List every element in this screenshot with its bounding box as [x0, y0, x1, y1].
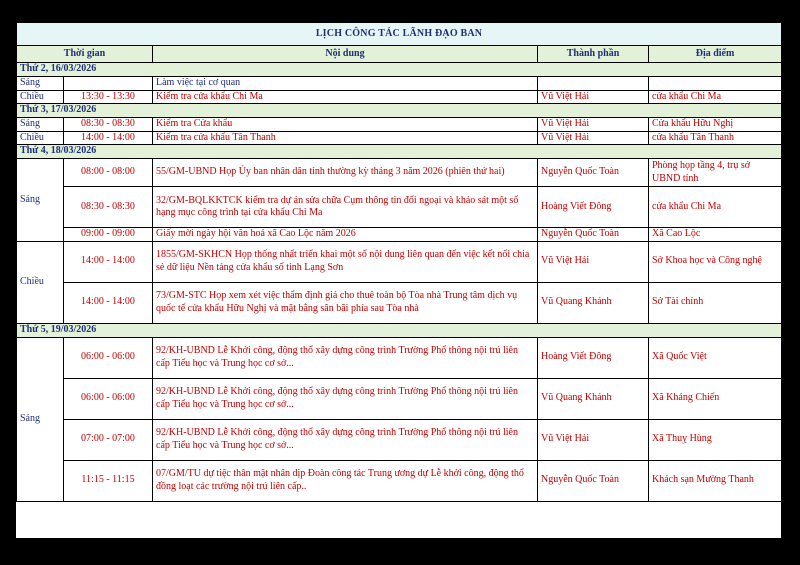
table-row: [17, 337, 782, 378]
header-members: Thành phần: [538, 46, 649, 63]
day-label: Thứ 3, 17/03/2026: [17, 104, 782, 118]
time-cell: [64, 77, 153, 91]
content-cell: 73/GM-STC Họp xem xét việc thẩm định giá cho thuê toàn bộ Tòa nhà Trung tâm dịch vụ quốc tế cửa khẩu Hữu Nghị và mặt bằng sân bãi phía sau Tòa nhà: [153, 282, 538, 323]
location-cell: Sở Khoa học và Công nghệ: [649, 241, 782, 282]
location-cell: Xã Cao Lộc: [649, 228, 782, 242]
content-cell: 92/KH-UBND Lễ Khởi công, động thổ xây dựng công trình Trường Phổ thông nội trú liên cấp Tiểu học và Trung học cơ sở...: [153, 378, 538, 419]
content-cell: Kiểm tra cửa khẩu Tân Thanh: [153, 131, 538, 145]
table-row: [17, 378, 782, 419]
session-label: Sáng: [17, 77, 64, 91]
members-cell: Vũ Quang Khánh: [538, 282, 649, 323]
content-cell: 55/GM-UBND Họp Ủy ban nhân dân tỉnh thường kỳ tháng 3 năm 2026 (phiên thứ hai): [153, 159, 538, 187]
day-label: Thứ 2, 16/03/2026: [17, 63, 782, 77]
content-cell: Kiểm tra cửa khẩu Chi Ma: [153, 90, 538, 104]
location-cell: Cửa khẩu Hữu Nghị: [649, 118, 782, 132]
location-cell: Sở Tài chính: [649, 282, 782, 323]
location-cell: Xã Kháng Chiến: [649, 378, 782, 419]
table-row: [17, 460, 782, 501]
members-cell: Vũ Việt Hải: [538, 90, 649, 104]
page-title: LỊCH CÔNG TÁC LÃNH ĐẠO BAN: [17, 23, 782, 46]
content-cell: Kiểm tra Cửa khẩu: [153, 118, 538, 132]
time-cell: 13:30 - 13:30: [64, 90, 153, 104]
members-cell: Hoàng Viết Đông: [538, 337, 649, 378]
day-row: [17, 63, 782, 77]
session-label: Chiều: [17, 90, 64, 104]
session-label: Sáng: [17, 159, 64, 242]
session-label: Sáng: [17, 118, 64, 132]
members-cell: Nguyễn Quốc Toàn: [538, 460, 649, 501]
members-cell: Vũ Việt Hải: [538, 131, 649, 145]
time-cell: 08:30 - 08:30: [64, 187, 153, 228]
content-cell: 07/GM/TU dự tiệc thân mật nhân dịp Đoàn công tác Trung ương dự Lễ khởi công, động thổ đồng loạt các trường nội trú liên cấp..: [153, 460, 538, 501]
day-row: [17, 323, 782, 337]
time-cell: 07:00 - 07:00: [64, 419, 153, 460]
table-row: [17, 159, 782, 187]
location-cell: [649, 77, 782, 91]
content-cell: Làm việc tại cơ quan: [153, 77, 538, 91]
content-cell: 1855/GM-SKHCN Họp thống nhất triển khai một số nội dung liên quan đến việc kết nối chia sẻ dữ liệu Nền tảng cửa khẩu số tỉnh Lạng Sơn: [153, 241, 538, 282]
header-time: Thời gian: [17, 46, 153, 63]
members-cell: Nguyễn Quốc Toàn: [538, 159, 649, 187]
location-cell: Xã Quốc Việt: [649, 337, 782, 378]
members-cell: [538, 77, 649, 91]
day-label: Thứ 4, 18/03/2026: [17, 145, 782, 159]
time-cell: 14:00 - 14:00: [64, 131, 153, 145]
session-label: Sáng: [17, 337, 64, 501]
table-row: [17, 282, 782, 323]
location-cell: cửa khẩu Tân Thanh: [649, 131, 782, 145]
members-cell: Hoàng Viết Đông: [538, 187, 649, 228]
day-row: [17, 104, 782, 118]
table-row: [17, 118, 782, 132]
content-cell: 32/GM-BQLKKTCK kiểm tra dự án sửa chữa Cụm thông tin đối ngoại và khảo sát một số hạng mục công trình tại cửa khẩu Chi Ma: [153, 187, 538, 228]
content-cell: 92/KH-UBND Lễ Khởi công, động thổ xây dựng công trình Trường Phổ thông nội trú liên cấp Tiểu học và Trung học cơ sở...: [153, 337, 538, 378]
table-row: [17, 187, 782, 228]
members-cell: Vũ Việt Hải: [538, 419, 649, 460]
members-cell: Nguyễn Quốc Toàn: [538, 228, 649, 242]
location-cell: Phòng họp tầng 4, trụ sở UBND tỉnh: [649, 159, 782, 187]
header-location: Địa điểm: [649, 46, 782, 63]
table-row: [17, 419, 782, 460]
table-row: [17, 131, 782, 145]
content-cell: 92/KH-UBND Lễ Khởi công, động thổ xây dựng công trình Trường Phổ thông nội trú liên cấp Tiểu học và Trung học cơ sở...: [153, 419, 538, 460]
schedule-table: [16, 22, 782, 502]
table-row: [17, 77, 782, 91]
members-cell: Vũ Quang Khánh: [538, 378, 649, 419]
day-row: [17, 145, 782, 159]
table-row: [17, 228, 782, 242]
time-cell: 11:15 - 11:15: [64, 460, 153, 501]
location-cell: cửa khẩu Chi Ma: [649, 187, 782, 228]
location-cell: cửa khẩu Chi Ma: [649, 90, 782, 104]
time-cell: 08:30 - 08:30: [64, 118, 153, 132]
schedule-body: [17, 63, 782, 502]
members-cell: Vũ Việt Hải: [538, 118, 649, 132]
table-row: [17, 90, 782, 104]
time-cell: 09:00 - 09:00: [64, 228, 153, 242]
time-cell: 14:00 - 14:00: [64, 241, 153, 282]
location-cell: Xã Thuỵ Hùng: [649, 419, 782, 460]
time-cell: 08:00 - 08:00: [64, 159, 153, 187]
time-cell: 14:00 - 14:00: [64, 282, 153, 323]
content-cell: Giấy mời ngày hội văn hoá xã Cao Lộc năm 2026: [153, 228, 538, 242]
session-label: Chiều: [17, 241, 64, 323]
header-content: Nội dung: [153, 46, 538, 63]
table-row: [17, 241, 782, 282]
time-cell: 06:00 - 06:00: [64, 378, 153, 419]
time-cell: 06:00 - 06:00: [64, 337, 153, 378]
day-label: Thứ 5, 19/03/2026: [17, 323, 782, 337]
session-label: Chiều: [17, 131, 64, 145]
members-cell: Vũ Việt Hải: [538, 241, 649, 282]
schedule-sheet: [16, 22, 781, 538]
location-cell: Khách sạn Mường Thanh: [649, 460, 782, 501]
